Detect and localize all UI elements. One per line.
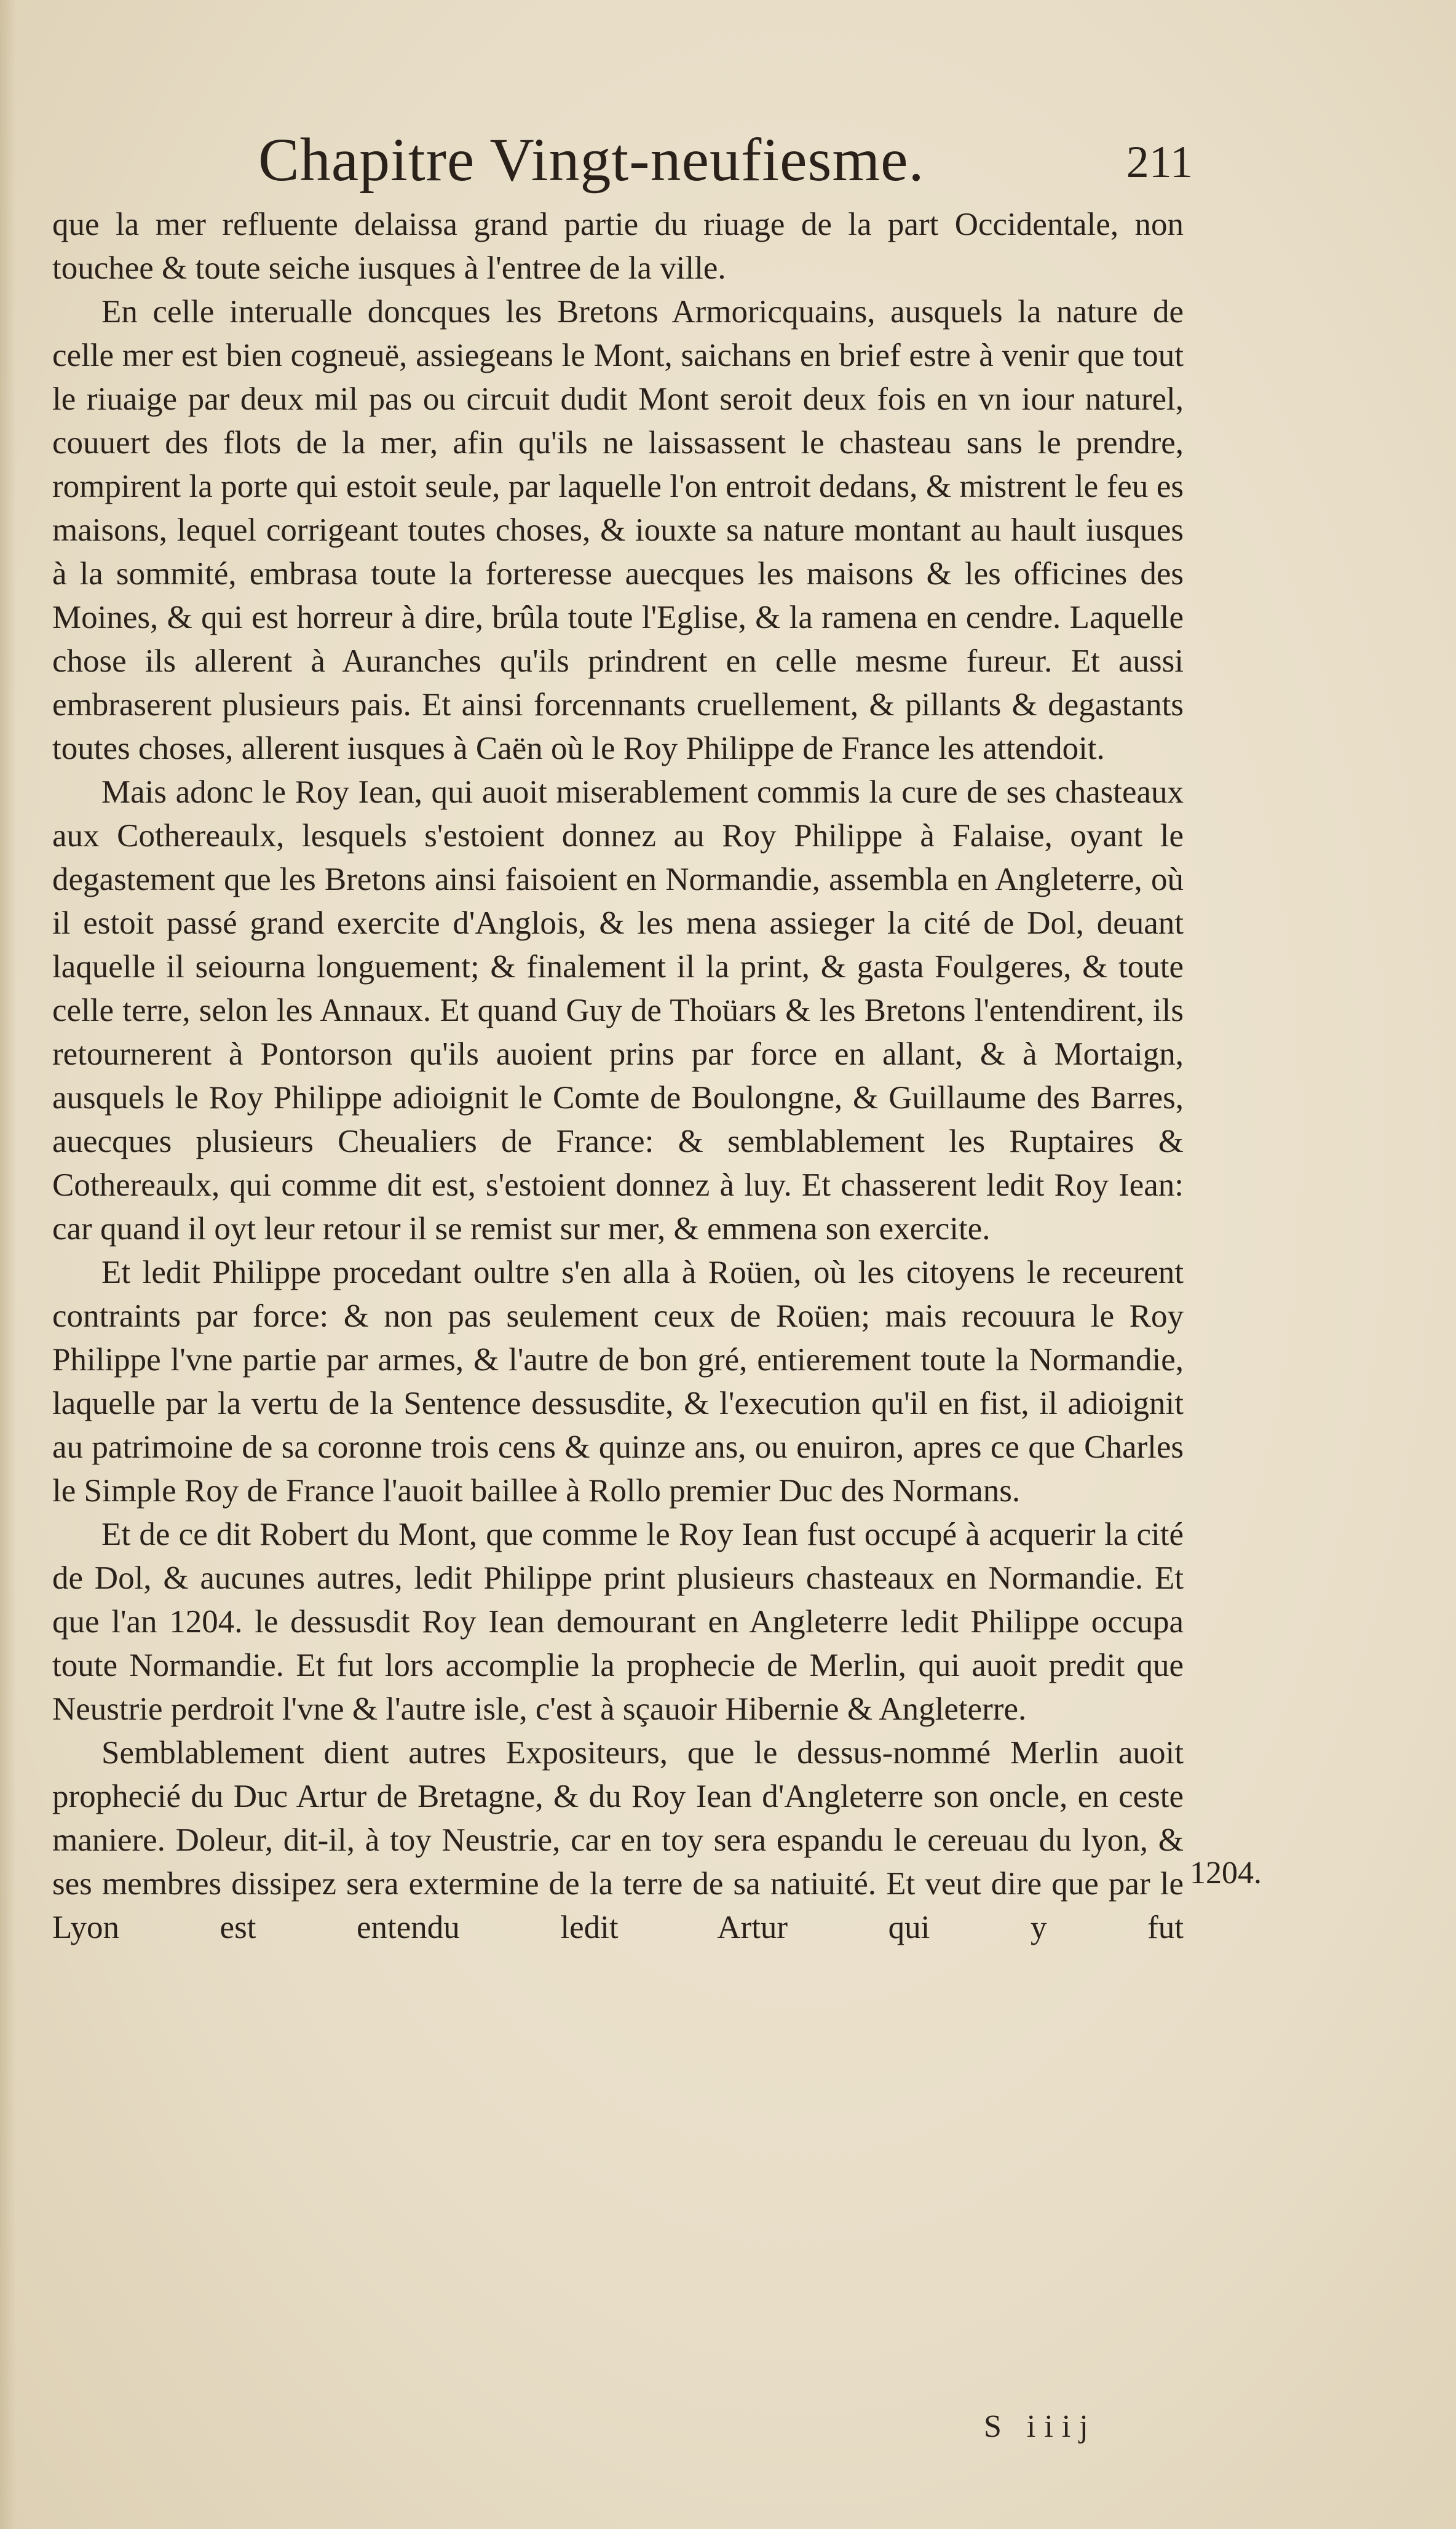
paragraph-1: que la mer refluente delaissa grand partie du riuage de la part Occidentale, non touchee & toute seiche iusques à l'entree de la ville. <box>52 207 1184 286</box>
margin-note-year: 1204. <box>1190 1856 1262 1891</box>
paragraph-3: Mais adonc le Roy Iean, qui auoit miserablement commis la cure de ses chasteaux aux Cothereaulx, lesquels s'estoient donnez au Roy Philippe à Falaise, oyant le degastement que les Bretons ainsi faisoient en Normandie, assembla en Angleterre, où il estoit passé grand exercite d'Anglois, & les mena assieger la cité de Dol, deuant laquelle il seiourna longuement; & finalement il la print, & gasta Foulgeres, & toute celle terre, selon les Annaux. Et quand Guy de Thoüars & les Bretons l'entendirent, ils retournerent à Pontorson qu'ils auoient prins par force en allant, & à Mortaign, ausquels le Roy Philippe adioignit le Comte de Boulongne, & Guillaume des Barres, auecques plusieurs Cheualiers de France: & semblablement les Ruptaires & Cothereaulx, qui comme dit est, s'estoient donnez à luy. Et chasserent ledit Roy Iean: car quand il oyt leur retour il se remist sur mer, & emmena son exercite. <box>52 774 1184 1247</box>
paragraph-2: En celle interualle doncques les Bretons Armoricquains, ausquels la nature de celle mer est bien cogneuë, assiegeans le Mont, saichans en brief estre à venir que tout le riuaige par deux mil pas ou circuit dudit Mont seroit deux fois en vn iour naturel, couuert des flots de la mer, afin qu'ils ne laissassent le chasteau sans le prendre, rompirent la porte qui estoit seule, par laquelle l'on entroit dedans, & mistrent le feu es maisons, lequel corrigeant toutes choses, & iouxte sa nature montant au hault iusques à la sommité, embrasa toute la forteresse auecques les maisons & les officines des Moines, & qui est horreur à dire, brûla toute l'Eglise, & la ramena en cendre. Laquelle chose ils allerent à Auranches qu'ils prindrent en celle mesme fureur. Et aussi embraserent plusieurs pais. Et ainsi forcennants cruellement, & pillants & degastants toutes choses, allerent iusques à Caën où le Roy Philippe de France les attendoit. <box>52 294 1184 766</box>
running-title: Chapitre Vingt-neufiesme. <box>258 125 925 194</box>
page-number: 211 <box>1126 137 1193 188</box>
paragraph-6: Semblablement dient autres Expositeurs, que le dessus-nommé Merlin auoit prophecié du Duc Artur de Bretagne, & du Roy Iean d'Angleterre son oncle, en ceste maniere. Doleur, dit-il, à toy Neustrie, car en toy sera espandu le cereuau du lyon, & ses membres dissipez sera extermine de la terre de sa natiuité. Et veut dire que par le Lyon est entendu ledit Artur qui y fut <box>52 1735 1184 1945</box>
page-edge-shadow <box>0 0 16 2529</box>
page-header <box>258 120 1193 200</box>
paragraph-4: Et ledit Philippe procedant oultre s'en alla à Roüen, où les citoyens le receurent contraints par force: & non pas seulement ceux de Roüen; mais recouura le Roy Philippe l'vne partie par armes, & l'autre de bon gré, entierement toute la Normandie, laquelle par la vertu de la Sentence dessusdite, & l'execution qu'il en fist, il adioignit au patrimoine de sa coronne trois cens & quinze ans, ou enuiron, apres ce que Charles le Simple Roy de France l'auoit baillee à Rollo premier Duc des Normans. <box>52 1255 1184 1509</box>
paragraph-5: Et de ce dit Robert du Mont, que comme le Roy Iean fust occupé à acquerir la cité de Dol, & aucunes autres, ledit Philippe print plusieurs chasteaux en Normandie. Et que l'an 1204. le dessusdit Roy Iean demourant en Angleterre ledit Philippe occupa toute Normandie. Et fut lors accomplie la prophecie de Merlin, qui auoit predit que Neustrie perdroit l'vne & l'autre isle, c'est à sçauoir Hibernie & Angleterre. <box>52 1517 1184 1727</box>
body-text <box>52 203 1184 1950</box>
signature-mark: S iiij <box>984 2409 1097 2444</box>
